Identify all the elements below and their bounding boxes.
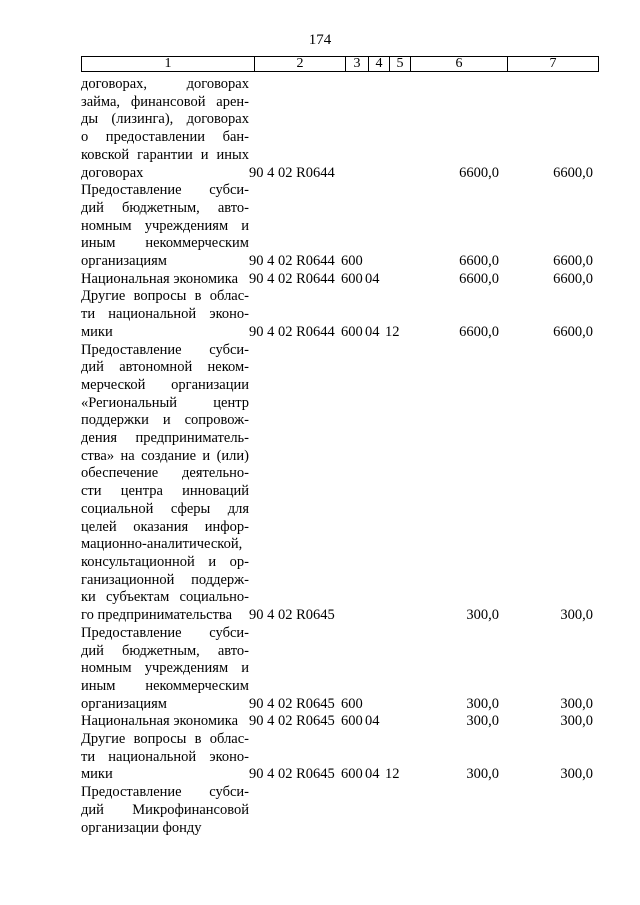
row-description xyxy=(81,625,249,714)
row-section xyxy=(365,784,385,837)
row-subsection xyxy=(385,625,405,714)
row-section xyxy=(365,76,385,182)
description-line: консультационной и ор- xyxy=(81,553,249,570)
row-subsection xyxy=(385,342,405,625)
description-line: го предпринимательства xyxy=(81,607,233,624)
row-expense-type: 600 xyxy=(341,695,363,712)
row-amount-2: 300,0 xyxy=(560,695,593,712)
row-target-code: 90 4 02 R0645 xyxy=(249,607,335,624)
row-amount-2 xyxy=(499,784,593,837)
row-section xyxy=(365,182,385,271)
row-description xyxy=(81,784,249,837)
row-description xyxy=(81,342,249,625)
description-line: целей оказания инфор- xyxy=(81,518,249,535)
row-amount-2: 300,0 xyxy=(560,607,593,624)
column-header-1: 1 xyxy=(82,57,255,72)
description-line: организациям xyxy=(81,253,167,270)
description-line: Предоставление субси- xyxy=(81,784,249,801)
row-description xyxy=(81,288,249,341)
row-target-code xyxy=(249,784,341,837)
row-subsection xyxy=(385,76,405,182)
row-amount-2: 300,0 xyxy=(560,713,593,730)
row-amount-1: 300,0 xyxy=(466,695,499,712)
table-row xyxy=(81,731,593,784)
table-row xyxy=(81,288,593,341)
description-line: Предоставление субси- xyxy=(81,341,249,358)
row-subsection: 12 xyxy=(385,323,400,340)
row-target-code: 90 4 02 R0645 xyxy=(249,695,335,712)
column-header-table xyxy=(81,56,599,72)
table-row xyxy=(81,625,593,714)
row-description xyxy=(81,731,249,784)
table-row xyxy=(81,271,593,289)
row-section: 04 xyxy=(365,766,380,783)
row-amount-2: 6600,0 xyxy=(553,323,593,340)
description-line: номным учреждениям и xyxy=(81,217,249,234)
description-line: «Региональный центр xyxy=(81,394,249,411)
description-line: дий Микрофинансовой xyxy=(81,801,249,818)
description-line: мационно-аналитической, xyxy=(81,536,243,553)
description-line: иным некоммерческим xyxy=(81,677,249,694)
row-expense-type: 600 xyxy=(341,713,363,730)
description-line: ганизационной поддерж- xyxy=(81,571,249,588)
page-number: 174 xyxy=(308,32,332,48)
row-description xyxy=(81,76,249,182)
description-line: ства» на создание и (или) xyxy=(81,447,249,464)
row-description xyxy=(81,271,249,289)
description-line: Национальная экономика xyxy=(81,270,239,287)
description-line: иным некоммерческим xyxy=(81,235,249,252)
description-line: организациям xyxy=(81,695,167,712)
description-line: о предоставлении бан- xyxy=(81,129,249,146)
row-subsection xyxy=(385,182,405,271)
description-line: ки субъектам социально- xyxy=(81,589,249,606)
description-line: займа, финансовой арен- xyxy=(81,93,249,110)
description-line: сти центра инноваций xyxy=(81,483,249,500)
row-amount-1: 6600,0 xyxy=(459,270,499,287)
description-line: Другие вопросы в облас- xyxy=(81,288,249,305)
description-line: поддержки и сопровож- xyxy=(81,412,249,429)
row-section xyxy=(365,625,385,714)
column-header-3: 3 xyxy=(346,57,369,72)
row-expense-type xyxy=(341,342,365,625)
row-section: 04 xyxy=(365,713,380,730)
row-amount-2: 300,0 xyxy=(560,766,593,783)
description-line: дий автономной неком- xyxy=(81,359,249,376)
row-expense-type: 600 xyxy=(341,270,363,287)
table-row xyxy=(81,182,593,271)
description-line: Предоставление субси- xyxy=(81,624,249,641)
table-row xyxy=(81,76,593,182)
row-subsection xyxy=(385,784,405,837)
budget-table xyxy=(81,76,593,837)
row-target-code: 90 4 02 R0644 xyxy=(249,164,335,181)
row-amount-1: 6600,0 xyxy=(459,253,499,270)
description-line: дий бюджетным, авто- xyxy=(81,642,249,659)
row-expense-type xyxy=(341,76,365,182)
description-line: ти национальной эконо- xyxy=(81,306,249,323)
table-row xyxy=(81,784,593,837)
row-subsection xyxy=(385,713,405,731)
row-amount-1: 300,0 xyxy=(466,607,499,624)
table-row xyxy=(81,342,593,625)
description-line: ды (лизинга), договорах xyxy=(81,111,249,128)
column-header-4: 4 xyxy=(369,57,390,72)
row-target-code: 90 4 02 R0644 xyxy=(249,253,335,270)
row-amount-2: 6600,0 xyxy=(553,270,593,287)
row-target-code: 90 4 02 R0644 xyxy=(249,270,335,287)
row-subsection: 12 xyxy=(385,766,400,783)
row-description xyxy=(81,713,249,731)
description-line: ковской гарантии и иных xyxy=(81,146,249,163)
table-row xyxy=(81,713,593,731)
description-line: договорах, договорах xyxy=(81,76,249,92)
column-header-6: 6 xyxy=(411,57,508,72)
description-line: Другие вопросы в облас- xyxy=(81,731,249,748)
row-amount-1: 6600,0 xyxy=(459,164,499,181)
description-line: ти национальной эконо- xyxy=(81,748,249,765)
row-amount-2: 6600,0 xyxy=(553,253,593,270)
description-line: мики xyxy=(81,766,113,783)
row-section xyxy=(365,342,385,625)
description-line: Предоставление субси- xyxy=(81,182,249,199)
column-header-2: 2 xyxy=(255,57,346,72)
column-header-5: 5 xyxy=(390,57,411,72)
description-line: обеспечение деятельно- xyxy=(81,465,249,482)
description-line: Национальная экономика xyxy=(81,713,239,730)
row-amount-1: 300,0 xyxy=(466,713,499,730)
row-subsection xyxy=(385,271,405,289)
row-expense-type xyxy=(341,784,365,837)
description-line: социальной сферы для xyxy=(81,500,249,517)
column-header-7: 7 xyxy=(508,57,599,72)
row-expense-type: 600 xyxy=(341,253,363,270)
row-target-code: 90 4 02 R0645 xyxy=(249,766,335,783)
description-line: номным учреждениям и xyxy=(81,660,249,677)
description-line: дения предприниматель- xyxy=(81,430,249,447)
row-amount-1: 300,0 xyxy=(466,766,499,783)
description-line: мики xyxy=(81,323,113,340)
description-line: дий бюджетным, авто- xyxy=(81,199,249,216)
row-section: 04 xyxy=(365,270,380,287)
row-expense-type: 600 xyxy=(341,766,363,783)
row-description xyxy=(81,182,249,271)
row-amount-1: 6600,0 xyxy=(459,323,499,340)
row-amount-1 xyxy=(405,784,499,837)
row-expense-type: 600 xyxy=(341,323,363,340)
row-target-code: 90 4 02 R0644 xyxy=(249,323,335,340)
description-line: мерческой организации xyxy=(81,376,249,393)
row-amount-2: 6600,0 xyxy=(553,164,593,181)
description-line: договорах xyxy=(81,164,144,181)
row-target-code: 90 4 02 R0645 xyxy=(249,713,335,730)
description-line: организации фонду xyxy=(81,819,202,836)
row-section: 04 xyxy=(365,323,380,340)
column-header-row xyxy=(82,57,599,72)
